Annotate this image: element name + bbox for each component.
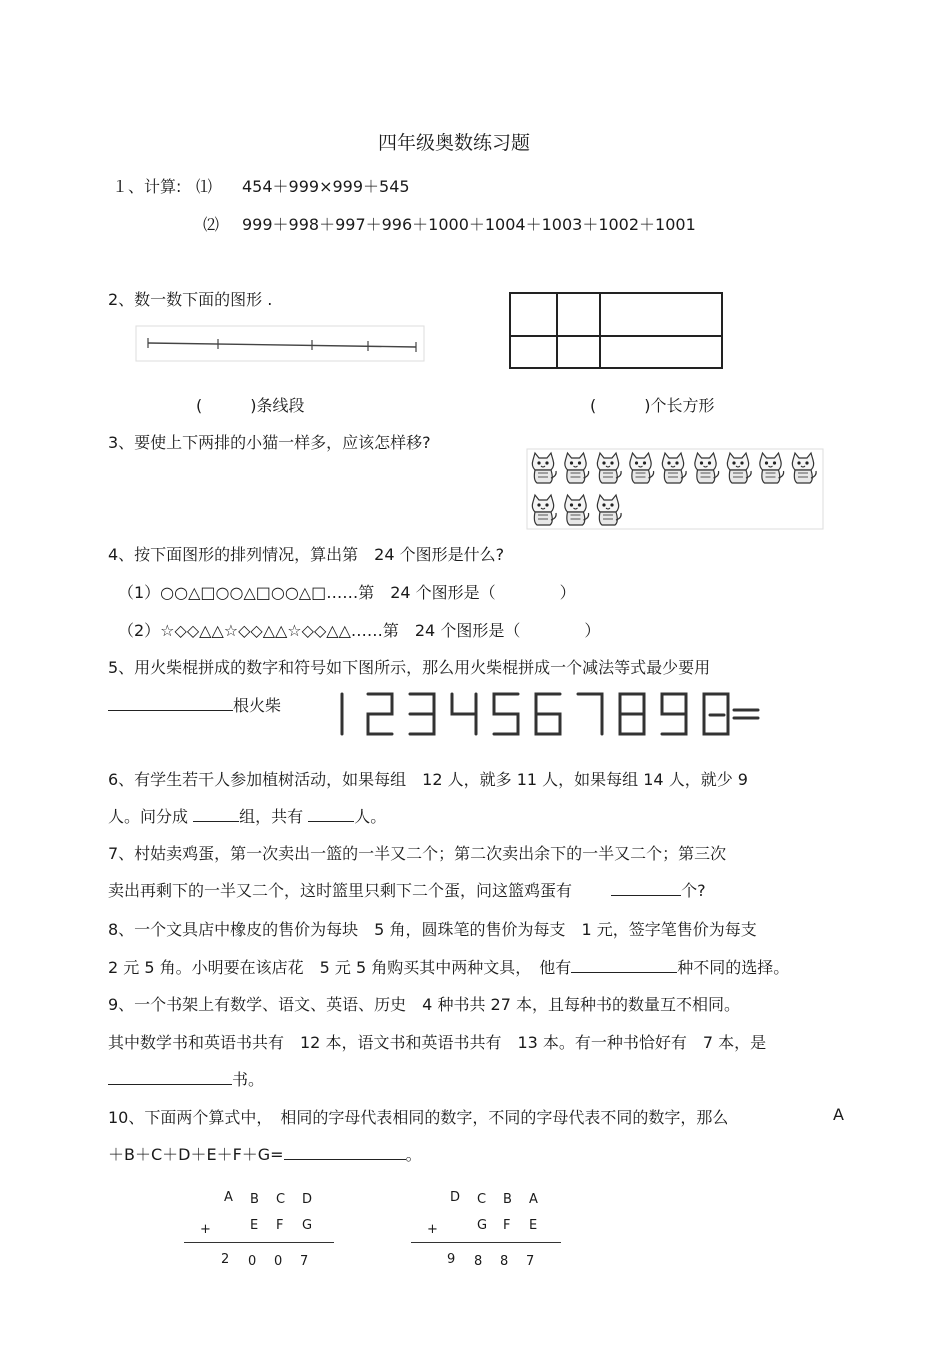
cats-figure — [527, 449, 825, 531]
q10-answer-blank[interactable] — [284, 1143, 406, 1160]
eq2-top-d: D — [450, 1190, 461, 1205]
q1-part1-number: ⑴ — [196, 177, 213, 196]
eq2-result-2: 8 — [474, 1254, 483, 1269]
q7-text-b: 个? — [681, 881, 706, 900]
q1-part2-number: ⑵ — [203, 215, 220, 234]
eq1-top-a: A — [224, 1190, 233, 1205]
q6-text-c: 人。 — [354, 807, 387, 826]
q5-answer-blank[interactable] — [108, 694, 233, 711]
q2-text: 2、数一数下面的图形 . — [108, 290, 273, 309]
q9-line2: 其中数学书和英语书共有 12 本，语文书和英语书共有 13 本。有一种书恰好有 7 本，是 — [108, 1033, 767, 1052]
q2-answer-rectangles: ( )个长方形 — [590, 396, 715, 415]
eq1-top-d: D — [302, 1192, 313, 1207]
q7-answer-blank[interactable] — [611, 879, 681, 896]
q1-label: １、计算: — [112, 177, 182, 196]
q5-answer-line — [108, 693, 281, 716]
eq1-result-3: 0 — [274, 1254, 283, 1269]
q9-text: 书。 — [232, 1070, 265, 1089]
q8-text-a: 2 元 5 角。小明要在该店花 5 元 5 角购买其中两种文具， 他有 — [108, 958, 572, 977]
q4-line2: （2）☆◇◇△△☆◇◇△△☆◇◇△△……第 24 个图形是（ ） — [118, 621, 601, 640]
q6-text-a: 人。问分成 — [108, 807, 189, 826]
q4-text: 4、按下面图形的排列情况，算出第 24 个图形是什么? — [108, 545, 505, 564]
eq2-top-c: C — [477, 1192, 487, 1207]
eq2-top-a: A — [529, 1192, 538, 1207]
q10-line1-end: A — [833, 1105, 844, 1124]
cat-icon — [630, 453, 654, 483]
q8-line1: 8、一个文具店中橡皮的售价为每块 5 角，圆珠笔的售价为每支 1 元，签字笔售价为每支 — [108, 920, 757, 939]
eq2-rule — [411, 1242, 561, 1243]
q9-line3 — [108, 1067, 264, 1090]
q2-answer-line-segments: ( )条线段 — [196, 396, 305, 415]
q6-line1: 6、有学生若干人参加植树活动，如果每组 12 人，就多 11 人，如果每组 14 人，就少 9 — [108, 770, 748, 789]
q6-line2 — [108, 804, 386, 827]
eq2-plus: + — [427, 1222, 438, 1237]
eq2-result-1: 9 — [447, 1252, 456, 1267]
q10-line1: 10、下面两个算式中， 相同的字母代表相同的数字，不同的字母代表不同的数字，那么 — [108, 1108, 729, 1127]
cat-icon — [792, 453, 816, 483]
q1-part2-expression: 999＋998＋997＋996＋1000＋1004＋1003＋1002＋1001 — [242, 215, 696, 234]
rectangle-grid-figure — [509, 292, 725, 370]
q9-answer-blank[interactable] — [108, 1068, 232, 1085]
eq1-rule — [184, 1242, 334, 1243]
eq1-result-1: 2 — [221, 1252, 230, 1267]
q4-line1: （1）○○△□○○△□○○△□……第 24 个图形是（ ） — [118, 583, 576, 602]
q5-suffix: 根火柴 — [233, 696, 282, 715]
eq1-mid-f: F — [276, 1218, 284, 1233]
q7-line1: 7、村姑卖鸡蛋，第一次卖出一篮的一半又二个；第二次卖出余下的一半又二个；第三次 — [108, 844, 727, 863]
q3-text: 3、要使上下两排的小猫一样多，应该怎样移? — [108, 433, 431, 452]
q10-text-a: ＋B＋C＋D＋E＋F＋G= — [108, 1145, 284, 1164]
eq2-mid-g: G — [477, 1218, 488, 1233]
cat-icon — [662, 453, 686, 483]
cat-icon — [760, 453, 784, 483]
cat-icon — [565, 453, 589, 483]
q8-text-b: 种不同的选择。 — [677, 958, 790, 977]
q1-part1-expression: 454＋999×999＋545 — [242, 177, 410, 196]
eq2-result-3: 8 — [500, 1254, 509, 1269]
q7-text-a: 卖出再剩下的一半又二个，这时篮里只剩下二个蛋，问这篮鸡蛋有 — [108, 881, 573, 900]
q8-line2 — [108, 955, 789, 978]
eq2-top-b: B — [503, 1192, 512, 1207]
eq2-mid-f: F — [503, 1218, 511, 1233]
q9-line1: 9、一个书架上有数学、语文、英语、历史 4 种书共 27 本，且每种书的数量互不相同。 — [108, 995, 740, 1014]
eq1-top-b: B — [250, 1192, 259, 1207]
q6-groups-blank[interactable] — [193, 805, 239, 822]
eq1-plus: + — [200, 1222, 211, 1237]
cat-icon — [597, 495, 621, 525]
eq1-mid-g: G — [302, 1218, 313, 1233]
q10-text-b: 。 — [405, 1145, 422, 1164]
q6-text-b: 组，共有 — [239, 807, 304, 826]
page-title: 四年级奥数练习题 — [378, 132, 531, 154]
matchstick-digits-figure — [330, 688, 762, 740]
q5-text: 5、用火柴棍拼成的数字和符号如下图所示，那么用火柴棍拼成一个减法等式最少要用 — [108, 658, 711, 677]
cat-icon — [565, 495, 589, 525]
q7-line2 — [108, 878, 706, 901]
eq2-result-4: 7 — [526, 1254, 535, 1269]
cat-icon — [532, 495, 556, 525]
cat-icon — [695, 453, 719, 483]
line-segment-figure — [136, 326, 426, 362]
cat-icon — [727, 453, 751, 483]
q10-line2 — [108, 1142, 422, 1165]
eq1-result-4: 7 — [300, 1254, 309, 1269]
eq2-mid-e: E — [529, 1218, 538, 1233]
cat-icon — [532, 453, 556, 483]
q6-people-blank[interactable] — [308, 805, 354, 822]
eq1-top-c: C — [276, 1192, 286, 1207]
cat-icon — [597, 453, 621, 483]
eq1-mid-e: E — [250, 1218, 259, 1233]
eq1-result-2: 0 — [248, 1254, 257, 1269]
q8-answer-blank[interactable] — [571, 956, 677, 973]
